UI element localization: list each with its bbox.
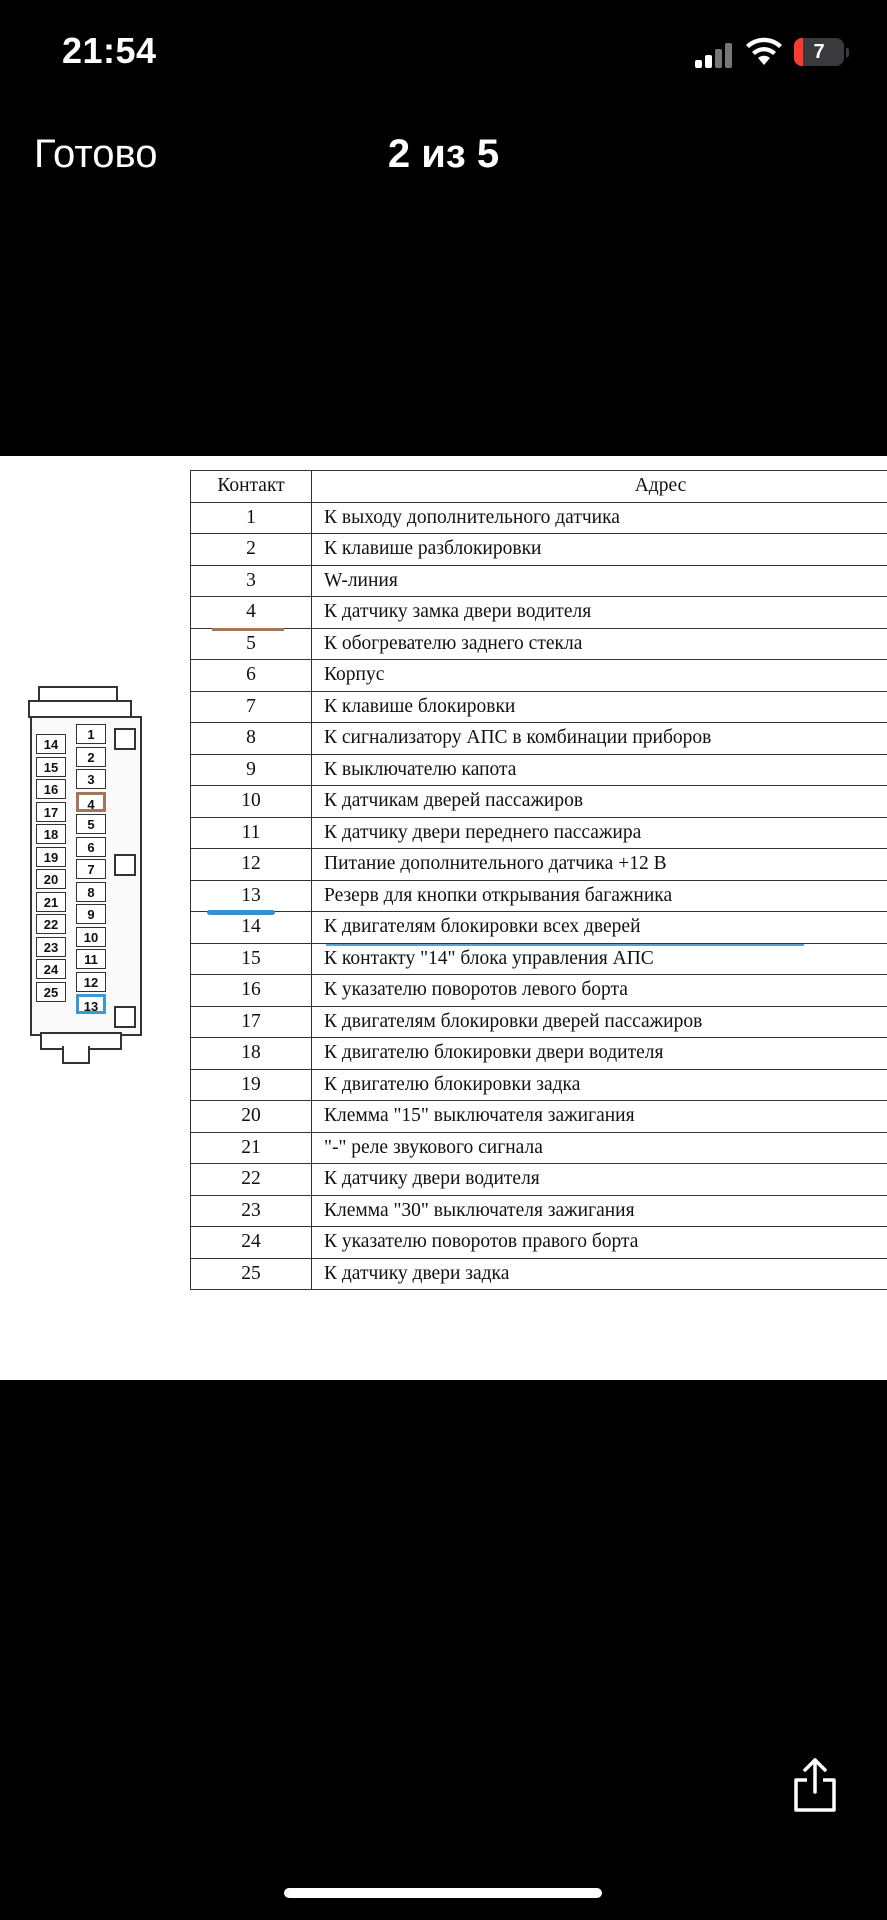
connector-pin: 10 [76,927,106,947]
status-bar [0,0,887,110]
table-row [191,1227,887,1259]
highlight-underline-blue [207,910,275,915]
address-cell: Питание дополнительного датчика +12 В [312,849,887,881]
contact-number-cell [191,597,312,629]
address-cell: К датчику двери переднего пассажира [312,817,887,849]
connector-pin: 22 [36,914,66,934]
contact-number-cell [191,912,312,944]
connector-pin: 9 [76,904,106,924]
table-row [191,691,887,723]
contact-number-cell [191,502,312,534]
contact-number-cell [191,849,312,881]
address-cell: К указателю поворотов правого борта [312,1227,887,1259]
contact-number-cell [191,691,312,723]
contact-number: 2 [246,538,256,560]
connector-pin: 14 [36,734,66,754]
table-row [191,943,887,975]
contact-number-cell [191,1132,312,1164]
contact-number-cell [191,660,312,692]
status-time: 21:54 [62,30,157,71]
contact-number: 15 [241,947,261,969]
address-cell: "-" реле звукового сигнала [312,1132,887,1164]
wifi-icon [744,34,784,68]
contact-number: 14 [241,916,261,938]
table-row [191,817,887,849]
address-cell: К клавише блокировки [312,691,887,723]
table-row [191,1195,887,1227]
table-row [191,534,887,566]
highlight-underline-row-13 [326,944,804,946]
connector-pin: 12 [76,972,106,992]
connector-pin: 23 [36,937,66,957]
contact-number-cell [191,975,312,1007]
address-cell: К двигателю блокировки двери водителя [312,1038,887,1070]
address-cell: Резерв для кнопки открывания багажника [312,880,887,912]
contact-number-cell [191,1006,312,1038]
battery-level: 7 [813,41,825,63]
contact-number: 11 [241,821,261,843]
battery-icon [794,38,844,66]
table-row [191,912,887,944]
header-address: Адрес [312,471,887,503]
address-cell: Клемма "15" выключателя зажигания [312,1101,887,1133]
connector-pin: 3 [76,769,106,789]
table-row [191,1101,887,1133]
contact-number: 7 [246,695,256,717]
address-cell: К двигателям блокировки дверей пассажиров [312,1006,887,1038]
table-row [191,1006,887,1038]
contact-number-cell [191,723,312,755]
contact-number-cell [191,1101,312,1133]
connector-pin: 25 [36,982,66,1002]
header-contact: Контакт [191,471,312,503]
done-button[interactable]: Готово [34,132,158,176]
connector-pin: 16 [36,779,66,799]
address-cell: К контакту "14" блока управления АПС [312,943,887,975]
table-row [191,754,887,786]
contact-number-cell [191,1038,312,1070]
connector-pin: 17 [36,802,66,822]
address-cell: К выключателю капота [312,754,887,786]
contact-number: 13 [241,885,261,907]
connector-pin: 1 [76,724,106,744]
address-cell: К клавише разблокировки [312,534,887,566]
address-cell: К датчику двери задка [312,1258,887,1290]
connector-pin: 13 [76,994,106,1014]
address-cell: К двигателю блокировки задка [312,1069,887,1101]
photo-viewer-image[interactable] [0,456,887,1380]
table-row [191,975,887,1007]
table-row [191,1132,887,1164]
address-cell: Корпус [312,660,887,692]
address-cell: W-линия [312,565,887,597]
address-cell: К выходу дополнительного датчика [312,502,887,534]
connector-pin: 15 [36,757,66,777]
address-cell: К сигнализатору АПС в комбинации приборов [312,723,887,755]
address-cell: Клемма "30" выключателя зажигания [312,1195,887,1227]
contact-number: 25 [241,1262,261,1284]
table-row [191,1069,887,1101]
contact-number-cell [191,1227,312,1259]
contact-number: 18 [241,1042,261,1064]
home-indicator[interactable] [284,1888,602,1898]
contact-number: 17 [241,1010,261,1032]
image-counter: 2 из 5 [387,132,500,176]
contact-number: 3 [246,569,256,591]
contact-number-cell [191,817,312,849]
highlight-underline-brown [212,628,284,631]
contact-number: 1 [246,506,256,528]
contact-number: 12 [241,853,261,875]
table-row [191,1038,887,1070]
table-row [191,660,887,692]
connector-pin: 8 [76,882,106,902]
table-row [191,628,887,660]
connector-pin: 24 [36,959,66,979]
table-row [191,849,887,881]
table-header-row [191,471,887,503]
contact-number: 19 [241,1073,261,1095]
address-cell: К датчику двери водителя [312,1164,887,1196]
connector-pin: 18 [36,824,66,844]
connector-pin: 21 [36,892,66,912]
table-row [191,1164,887,1196]
pinout-table [190,470,887,1290]
address-cell: К датчикам дверей пассажиров [312,786,887,818]
contact-number: 5 [246,632,256,654]
connector-pin: 7 [76,859,106,879]
connector-pin: 19 [36,847,66,867]
table-row [191,597,887,629]
table-row [191,565,887,597]
contact-number-cell [191,565,312,597]
contact-number: 21 [241,1136,261,1158]
contact-number: 23 [241,1199,261,1221]
contact-number: 10 [241,790,261,812]
contact-number-cell [191,880,312,912]
contact-number: 9 [246,758,256,780]
contact-number-cell [191,754,312,786]
contact-number: 20 [241,1105,261,1127]
table-row [191,502,887,534]
contact-number: 8 [246,727,256,749]
contact-number-cell [191,1069,312,1101]
table-row [191,1258,887,1290]
contact-number-cell [191,786,312,818]
contact-number-cell [191,628,312,660]
contact-number: 4 [246,601,256,623]
address-cell: К датчику замка двери водителя [312,597,887,629]
contact-number-cell [191,943,312,975]
cellular-signal-icon [695,42,735,68]
contact-number-cell [191,1195,312,1227]
table-row [191,786,887,818]
connector-pin: 20 [36,869,66,889]
connector-diagram [28,686,146,1071]
table-row [191,723,887,755]
contact-number: 16 [241,979,261,1001]
table-row [191,880,887,912]
connector-pin: 5 [76,814,106,834]
contact-number-cell [191,1258,312,1290]
connector-pin: 2 [76,747,106,767]
contact-number: 6 [246,664,256,686]
contact-number-cell [191,534,312,566]
address-cell: К двигателям блокировки всех дверей [312,912,887,944]
contact-number-cell [191,1164,312,1196]
share-icon[interactable] [790,1756,840,1814]
address-cell: К обогревателю заднего стекла [312,628,887,660]
connector-pin: 6 [76,837,106,857]
address-cell: К указателю поворотов левого борта [312,975,887,1007]
contact-number: 24 [241,1231,261,1253]
contact-number: 22 [241,1168,261,1190]
connector-pin: 4 [76,792,106,812]
connector-pin: 11 [76,949,106,969]
